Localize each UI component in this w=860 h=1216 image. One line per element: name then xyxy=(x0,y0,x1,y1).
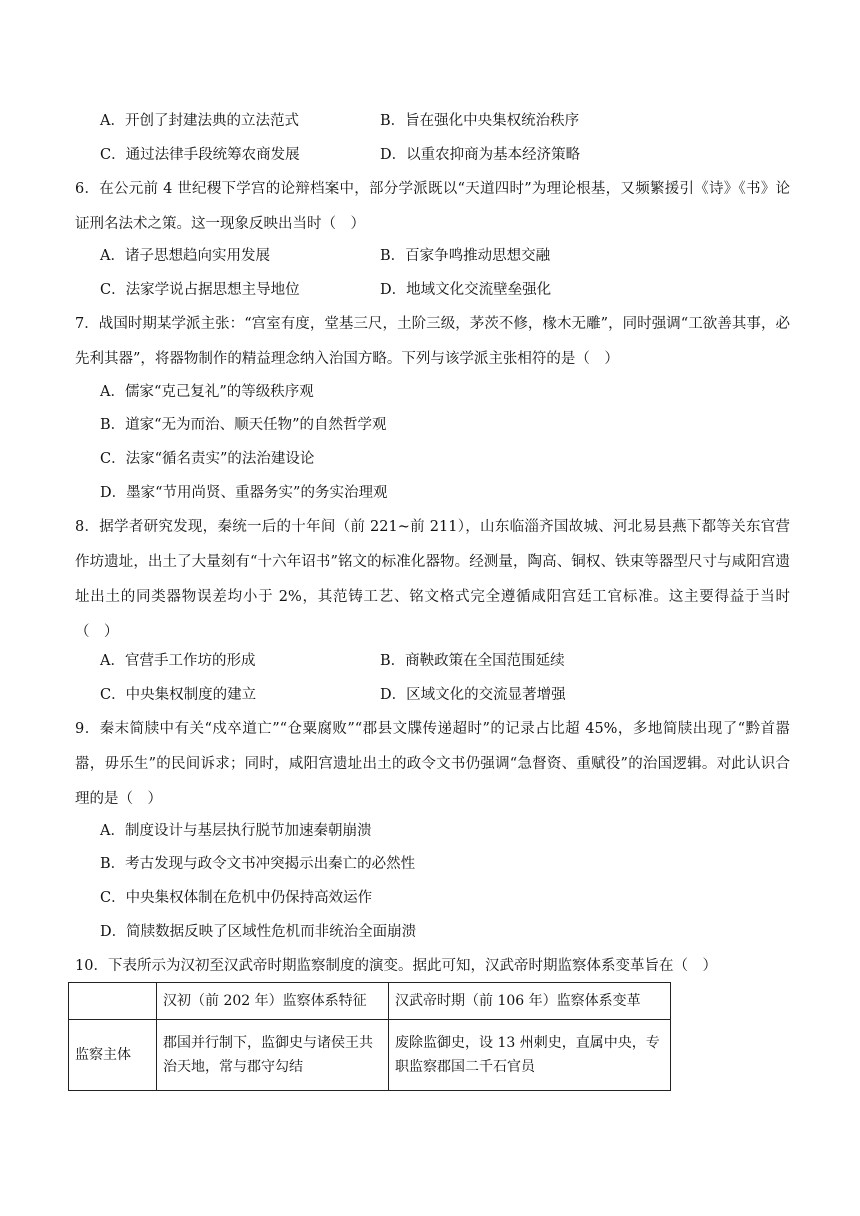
table-cell: 废除监御史，设 13 州刺史，直属中央，专职监察郡国二千石官员 xyxy=(389,1020,671,1091)
q7-option-b: B．道家“无为而治、顺天任物”的自然哲学观 xyxy=(100,417,387,433)
q6-option-a: A．诸子思想趋向实用发展 xyxy=(100,248,270,264)
supervision-system-table xyxy=(68,982,671,1091)
q7-option-c: C．法家“循名责实”的法治建设论 xyxy=(100,451,315,467)
q7-option-d: D．墨家“节用尚贤、重器务实”的务实治理观 xyxy=(100,485,388,501)
q5-option-d: D．以重农抑商为基本经济策略 xyxy=(380,147,581,163)
q5-option-c: C．通过法律手段统筹农商发展 xyxy=(100,147,300,163)
q5-options-row-1 xyxy=(0,110,860,132)
q8-option-d: D．区域文化的交流显著增强 xyxy=(380,687,566,703)
q7-option-a: A．儒家“克己复礼”的等级秩序观 xyxy=(100,384,314,400)
table-cell: 监察主体 xyxy=(69,1020,157,1091)
q8-option-b: B．商鞅政策在全国范围延续 xyxy=(380,653,565,669)
table-header-cell: 汉武帝时期（前 106 年）监察体系变革 xyxy=(389,983,671,1020)
q8-option-c: C．中央集权制度的建立 xyxy=(100,687,257,703)
q6-option-b: B．百家争鸣推动思想交融 xyxy=(380,248,551,264)
question-9-stem: 9．秦末简牍中有关“戍卒道亡”“仓粟腐败”“郡县文牒传递超时”的记录占比超 45%，多地简牍出现了“黔首嚣嚣，毋乐生”的民间诉求；同时，咸阳宫遗址出土的政令文书仍强调“急督资、重赋役”的治国逻辑。对此认识合理的是（ ） xyxy=(75,721,790,807)
q6-options-row-2 xyxy=(0,279,860,301)
question-7-stem: 7．战国时期某学派主张：“宫室有度，堂基三尺，土阶三级，茅茨不修，椽木无雕”，同时强调“工欲善其事，必先利其器”，将器物制作的精益理念纳入治国方略。下列与该学派主张相符的是（ ） xyxy=(75,316,790,367)
q6-option-d: D．地域文化交流壁垒强化 xyxy=(380,282,552,298)
q9-option-b: B．考古发现与政令文书冲突揭示出秦亡的必然性 xyxy=(100,856,416,872)
table-row xyxy=(69,1020,671,1091)
question-6-stem: 6．在公元前 4 世纪稷下学宫的论辩档案中，部分学派既以“天道四时”为理论根基，又频繁援引《诗》《书》论证刑名法术之策。这一现象反映出当时（ ） xyxy=(75,181,790,232)
table-header-row xyxy=(69,983,671,1020)
table-header-cell xyxy=(69,983,157,1020)
q5-option-b: B．旨在强化中央集权统治秩序 xyxy=(380,113,580,129)
q8-options-row-2 xyxy=(0,684,860,706)
table-cell: 郡国并行制下，监御史与诸侯王共治天地，常与郡守勾结 xyxy=(157,1020,389,1091)
question-10-stem: 10．下表所示为汉初至汉武帝时期监察制度的演变。据此可知，汉武帝时期监察体系变革旨在（ ） xyxy=(75,958,717,974)
q6-options-row-1 xyxy=(0,245,860,267)
table-header-cell: 汉初（前 202 年）监察体系特征 xyxy=(157,983,389,1020)
q6-option-c: C．法家学说占据思想主导地位 xyxy=(100,282,300,298)
q9-option-a: A．制度设计与基层执行脱节加速秦朝崩溃 xyxy=(100,823,372,839)
q8-options-row-1 xyxy=(0,650,860,672)
q5-options-row-2 xyxy=(0,144,860,166)
question-8-stem: 8．据学者研究发现，秦统一后的十年间（前 221~前 211），山东临淄齐国故城、河北易县燕下都等关东官营作坊遗址，出土了大量刻有“十六年诏书”铭文的标准化器物。经测量，陶高、铜权、铁束等器型尺寸与咸阳宫遗址出土的同类器物误差均小于 2%，其范铸工艺、铭文格式完全遵循咸阳宫廷工官标准。这主要得益于当时（ ） xyxy=(75,519,790,640)
q9-option-c: C．中央集权体制在危机中仍保持高效运作 xyxy=(100,890,373,906)
q8-option-a: A．官营手工作坊的形成 xyxy=(100,653,256,669)
q9-option-d: D．简牍数据反映了区域性危机而非统治全面崩溃 xyxy=(100,924,417,940)
q5-option-a: A．开创了封建法典的立法范式 xyxy=(100,113,299,129)
